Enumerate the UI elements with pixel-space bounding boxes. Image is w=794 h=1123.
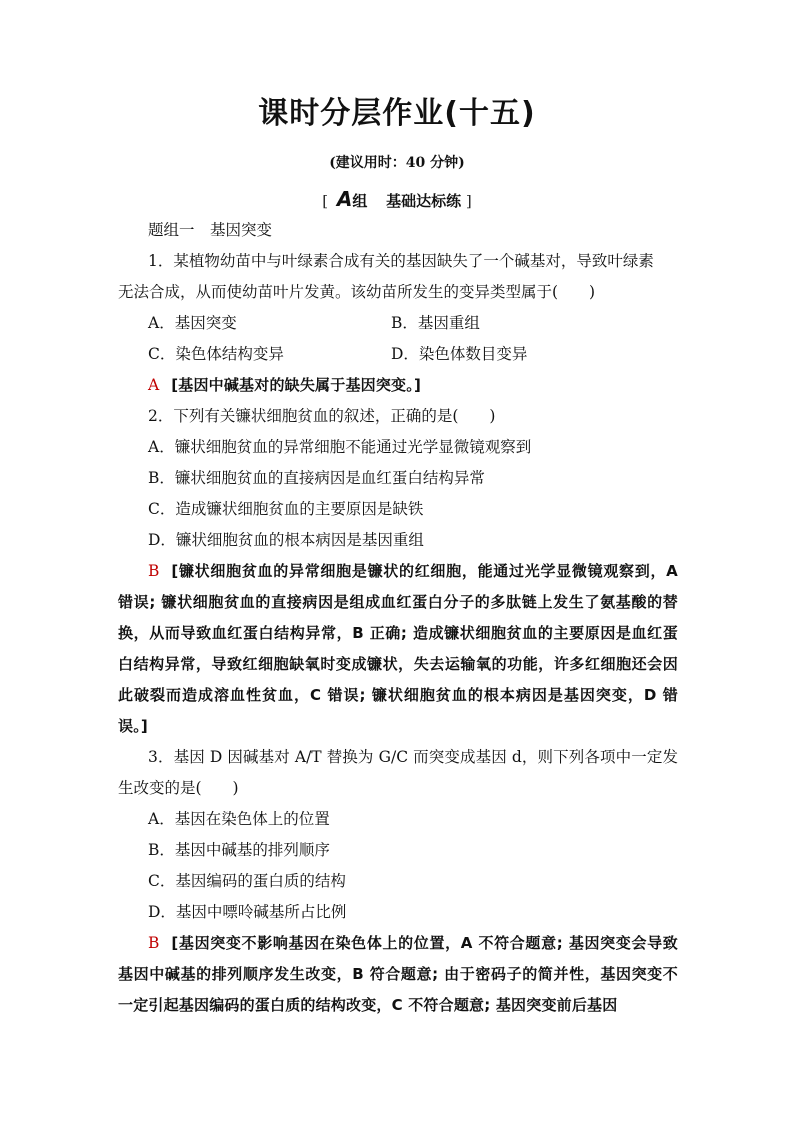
q3-option-b: B．基因中碱基的排列顺序 xyxy=(148,841,330,859)
q1-answer-line xyxy=(118,370,678,401)
q2-option-c: C．造成镰状细胞贫血的主要原因是缺铁 xyxy=(148,500,424,518)
q1-option-d: D．染色体数目变异 xyxy=(391,345,528,363)
q3-option-c: C．基因编码的蛋白质的结构 xyxy=(148,872,346,890)
group-label: 组 xyxy=(352,192,368,210)
q1-stem-line1: 1．某植物幼苗中与叶绿素合成有关的基因缺失了一个碱基对，导致叶绿素 xyxy=(148,252,654,270)
page-title: 课时分层作业(十五) xyxy=(258,96,536,131)
q1-stem-line2: 无法合成，从而使幼苗叶片发黄。该幼苗所发生的变异类型属于( ) xyxy=(118,283,596,301)
q1-option-c: C．染色体结构变异 xyxy=(148,345,284,363)
question-body xyxy=(118,215,678,1021)
q2-answer: B xyxy=(148,562,160,580)
q2-option-d: D．镰状细胞贫血的根本病因是基因重组 xyxy=(148,531,424,549)
q2-stem: 2．下列有关镰状细胞贫血的叙述，正确的是( ) xyxy=(148,407,496,425)
q1-answer: A xyxy=(148,376,160,394)
q3-stem: 3．基因 D 因碱基对 A/T 替换为 G/C 而突变成基因 d，则下列各项中一定发生改变的是( ) xyxy=(118,748,678,797)
q1-option-a: A．基因突变 xyxy=(148,314,237,332)
q3-answer: B xyxy=(148,934,160,952)
group-bracket-close: ] xyxy=(465,192,472,210)
q3-option-a: A．基因在染色体上的位置 xyxy=(148,810,330,828)
q1-explanation: [基因中碱基对的缺失属于基因突变。] xyxy=(171,376,422,394)
q2-option-a: A．镰状细胞贫血的异常细胞不能通过光学显微镜观察到 xyxy=(148,438,532,456)
q1-option-b: B．基因重组 xyxy=(391,314,480,332)
q1-options-row1 xyxy=(118,308,678,339)
q2-option-b: B．镰状细胞贫血的直接病因是血红蛋白结构异常 xyxy=(148,469,485,487)
q2-explanation: [镰状细胞贫血的异常细胞是镰状的红细胞，能通过光学显微镜观察到，A 错误; 镰状细胞贫血的直接病因是组成血红蛋白分子的多肽链上发生了氨基酸的替换，从而导致血红蛋白结构异常，B 正确; 造成镰状细胞贫血的主要原因是血红蛋白结构异常，导致红细胞缺氧时变成镰状，失去运输氧的功能，许多红细胞还会因此破裂而造成溶血性贫血，C 错误; 镰状细胞贫血的根本病因是基因突变，D 错误。] xyxy=(118,562,678,735)
group-letter: A xyxy=(336,187,353,211)
suggested-time: (建议用时：40 分钟) xyxy=(329,155,465,171)
group-bracket-open: [ xyxy=(322,192,329,210)
q1-options-row2 xyxy=(118,339,678,370)
group-name: 基础达标练 xyxy=(386,192,462,210)
q2-answer-block xyxy=(118,556,678,742)
q3-explanation: [基因突变不影响基因在染色体上的位置，A 不符合题意; 基因突变会导致基因中碱基的排列顺序发生改变，B 符合题意; 由于密码子的简并性，基因突变不一定引起基因编码的蛋白质的结构改变，C 不符合题意; 基因突变前后基因 xyxy=(118,934,678,1014)
q3-answer-block xyxy=(118,928,678,1021)
section-heading: 题组一 基因突变 xyxy=(148,221,273,239)
q3-option-d: D．基因中嘌呤碱基所占比例 xyxy=(148,903,347,921)
group-heading xyxy=(0,186,794,214)
